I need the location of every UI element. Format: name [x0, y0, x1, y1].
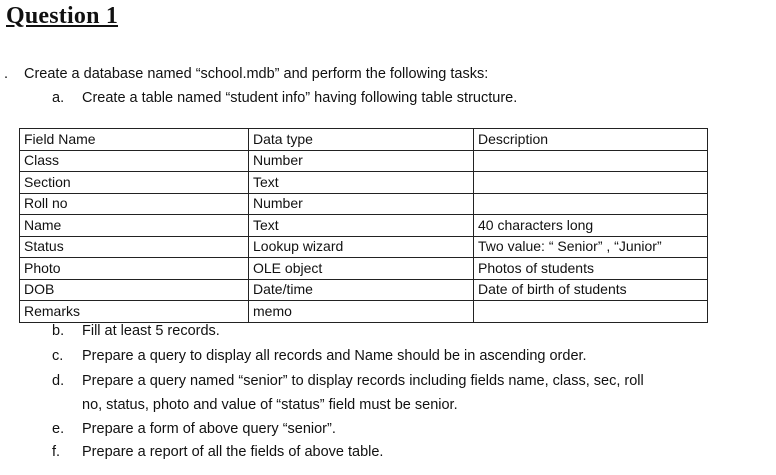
task-e-text: Prepare a form of above query “senior”. [82, 421, 336, 437]
header-data-type: Data type [249, 129, 474, 151]
data-type-cell: Number [249, 150, 474, 172]
task-c-text: Prepare a query to display all records and Name should be in ascending order. [82, 348, 587, 364]
task-a-letter: a. [52, 90, 65, 106]
field-name-cell: Photo [20, 258, 249, 280]
table-row [20, 279, 708, 301]
field-name-cell: Name [20, 215, 249, 237]
field-name-cell: Roll no [20, 193, 249, 215]
description-cell [474, 193, 708, 215]
field-name-cell: DOB [20, 279, 249, 301]
field-name-cell: Class [20, 150, 249, 172]
task-d-line1: Prepare a query named “senior” to display records including fields name, class, sec, roll [82, 373, 644, 389]
data-type-cell: Lookup wizard [249, 236, 474, 258]
description-cell: Photos of students [474, 258, 708, 280]
task-d-line2: no, status, photo and value of “status” field must be senior. [82, 397, 458, 413]
table-row [20, 301, 708, 323]
header-field-name: Field Name [20, 129, 249, 151]
description-cell: 40 characters long [474, 215, 708, 237]
data-type-cell: memo [249, 301, 474, 323]
data-type-cell: OLE object [249, 258, 474, 280]
task-a-text: Create a table named “student info” having following table structure. [82, 90, 518, 106]
data-type-cell: Text [249, 172, 474, 194]
student-info-table [19, 128, 708, 323]
main-task-bullet: . [4, 66, 9, 82]
table-row [20, 172, 708, 194]
header-description: Description [474, 129, 708, 151]
table-row [20, 215, 708, 237]
data-type-cell: Text [249, 215, 474, 237]
field-name-cell: Remarks [20, 301, 249, 323]
field-name-cell: Status [20, 236, 249, 258]
task-b-letter: b. [52, 323, 65, 339]
field-name-cell: Section [20, 172, 249, 194]
main-task-text: Create a database named “school.mdb” and perform the following tasks: [24, 66, 489, 82]
task-d-letter: d. [52, 373, 65, 389]
description-cell [474, 172, 708, 194]
task-c-letter: c. [52, 348, 64, 364]
table-row [20, 193, 708, 215]
table-row [20, 236, 708, 258]
question-title: Question 1 [6, 3, 119, 29]
table-row [20, 150, 708, 172]
task-f-letter: f. [52, 444, 61, 460]
data-type-cell: Date/time [249, 279, 474, 301]
task-e-letter: e. [52, 421, 65, 437]
table-header-row [20, 129, 708, 151]
task-f-text: Prepare a report of all the fields of above table. [82, 444, 384, 460]
data-type-cell: Number [249, 193, 474, 215]
description-cell: Date of birth of students [474, 279, 708, 301]
task-b-text: Fill at least 5 records. [82, 323, 220, 339]
description-cell [474, 150, 708, 172]
table-row [20, 258, 708, 280]
description-cell [474, 301, 708, 323]
description-cell: Two value: “ Senior” , “Junior” [474, 236, 708, 258]
